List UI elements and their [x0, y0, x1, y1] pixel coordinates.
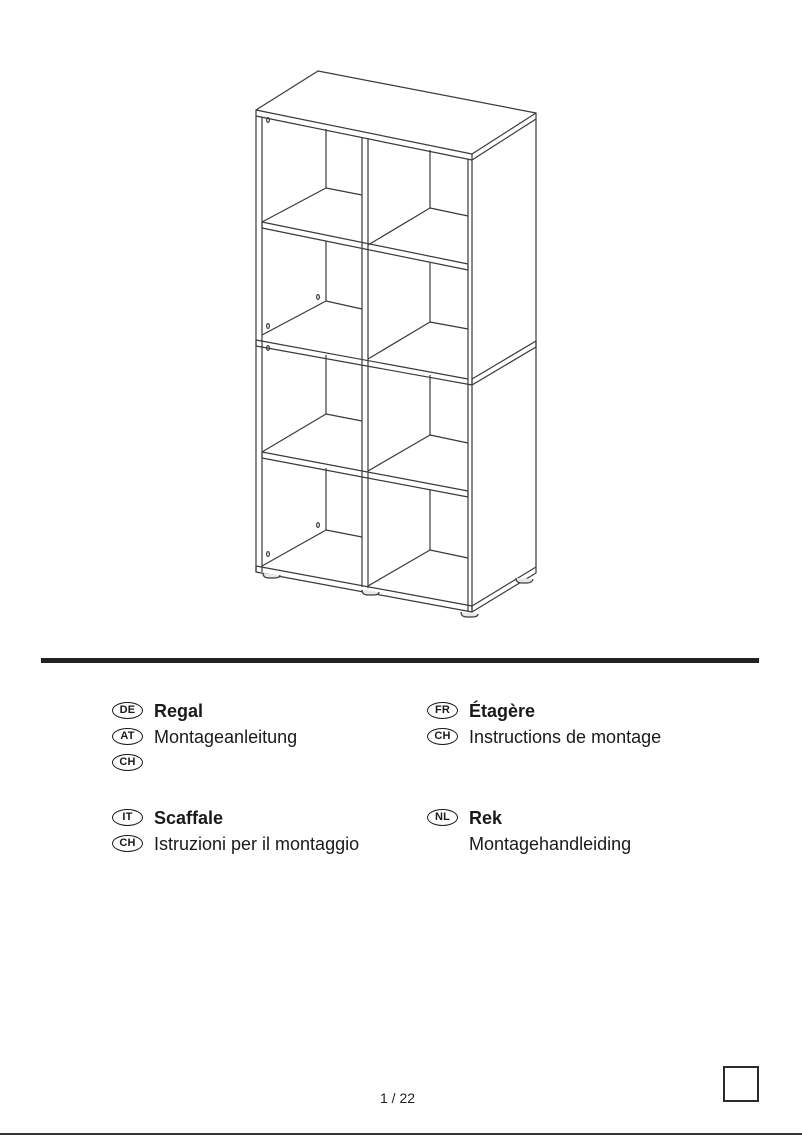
country-badge-ch: CH	[112, 835, 143, 852]
country-badge-de: DE	[112, 702, 143, 719]
subtitle-de: Montageanleitung	[154, 727, 298, 747]
subtitle-nl: Montagehandleiding	[469, 834, 632, 854]
page-bottom-edge	[0, 1133, 802, 1135]
country-badge-nl: NL	[427, 809, 458, 826]
product-name-nl: Rek	[469, 808, 503, 828]
product-name-de: Regal	[154, 701, 204, 721]
country-badge-ch: CH	[112, 754, 143, 771]
country-badge-ch: CH	[427, 728, 458, 745]
country-badge-at: AT	[112, 728, 143, 745]
country-badge-it: IT	[112, 809, 143, 826]
product-name-it: Scaffale	[154, 808, 224, 828]
subtitle-fr: Instructions de montage	[469, 727, 662, 747]
page-number: 1 / 22	[380, 1090, 416, 1106]
country-badge-fr: FR	[427, 702, 458, 719]
subtitle-it: Istruzioni per il montaggio	[154, 834, 360, 854]
product-name-fr: Étagère	[469, 701, 536, 721]
section-divider	[41, 658, 759, 663]
blank-square-box	[723, 1066, 759, 1102]
